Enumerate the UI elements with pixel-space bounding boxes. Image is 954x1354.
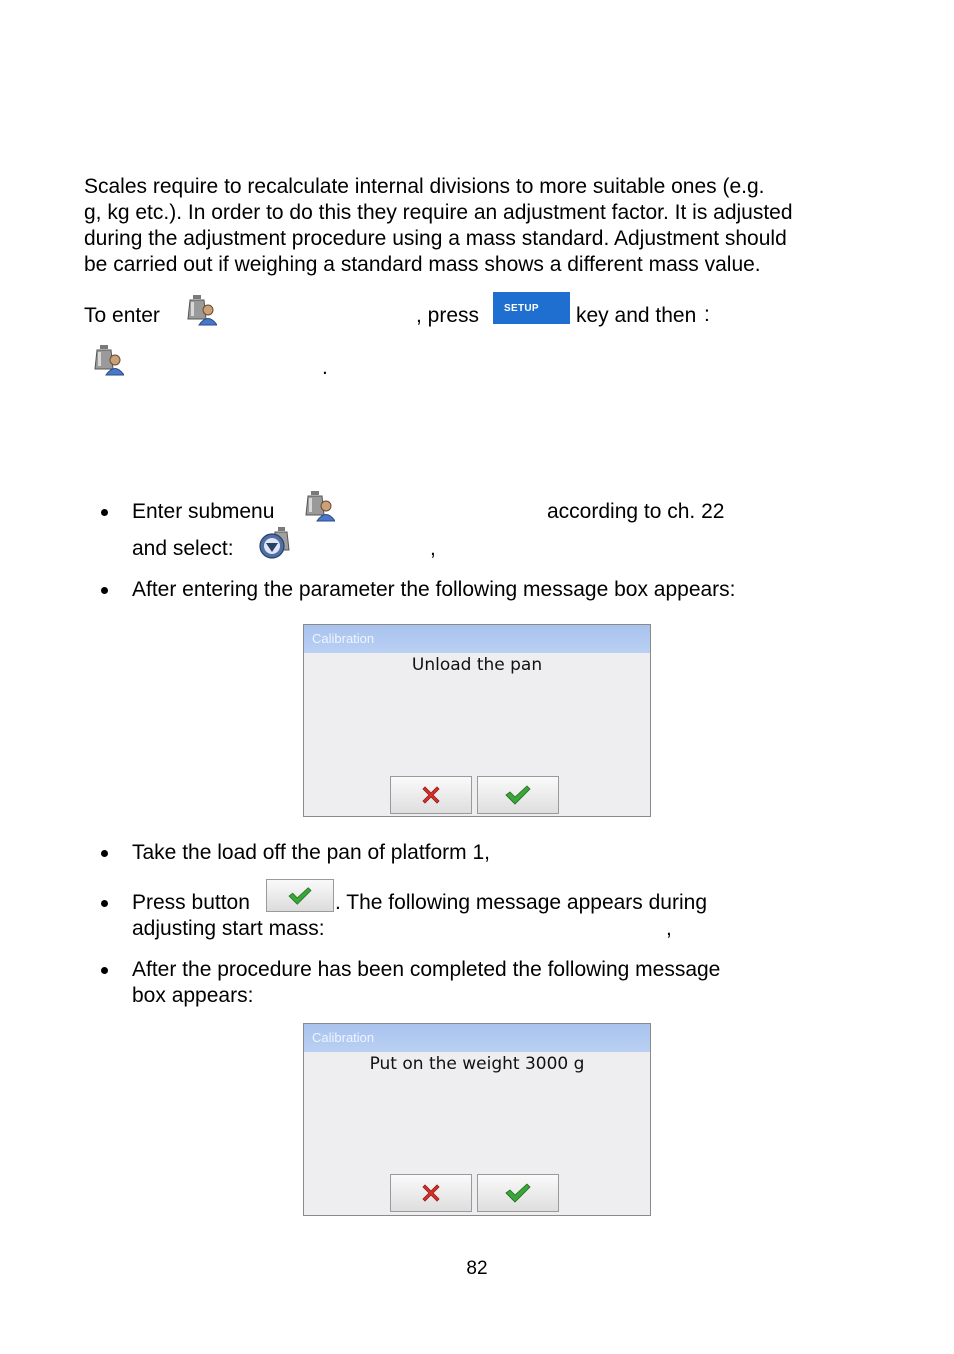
bullet-text: After the procedure has been completed the following message xyxy=(132,958,721,981)
dialog-message: Unload the pan xyxy=(411,655,543,675)
cancel-button[interactable] xyxy=(390,776,472,814)
and-select-text: and select: xyxy=(132,537,234,560)
cancel-x-icon xyxy=(419,1181,443,1205)
period-text: . xyxy=(322,356,328,379)
dialog-title: Calibration xyxy=(312,631,375,646)
intro-line: be carried out if weighing a standard mass shows a different mass value. xyxy=(84,253,761,276)
bullet-text: box appears: xyxy=(132,984,254,1007)
dialog-title-bar xyxy=(304,1024,650,1052)
bullet-text: Take the load off the pan of platform 1, xyxy=(132,841,491,864)
calibration-dialog xyxy=(303,1023,651,1216)
bullet-text: . The following message appears during xyxy=(335,891,708,914)
dialog-title-bar xyxy=(304,625,650,653)
according-text: according to ch. 22 xyxy=(547,500,725,523)
page-number: 82 xyxy=(466,1258,488,1279)
adjustment-icon xyxy=(187,292,217,326)
intro-line: g, kg etc.). In order to do this they require an adjustment factor. It is adjusted xyxy=(84,201,793,224)
intro-line: during the adjustment procedure using a mass standard. Adjustment should xyxy=(84,227,787,250)
bullet-text: After entering the parameter the following message box appears: xyxy=(132,578,736,601)
bullet-dot xyxy=(101,900,108,907)
calibration-dialog xyxy=(303,624,651,817)
intro-line: Scales require to recalculate internal divisions to more suitable ones (e.g. xyxy=(84,175,765,198)
setup-key[interactable]: SETUP xyxy=(493,292,570,324)
dialog-title: Calibration xyxy=(312,1030,375,1045)
intro-paragraph xyxy=(84,174,884,278)
press-button-text: Press button xyxy=(132,891,250,914)
key-and-then-text: key and then xyxy=(576,304,697,327)
ok-check-icon xyxy=(504,1181,532,1205)
ok-check-icon xyxy=(504,783,532,807)
bullet-text: adjusting start mass: xyxy=(132,917,325,940)
comma-text: , xyxy=(666,917,672,940)
enter-submenu-text: Enter submenu xyxy=(132,500,275,523)
weight-arrow-icon xyxy=(258,526,292,560)
cancel-button[interactable] xyxy=(390,1174,472,1212)
ok-button-inline[interactable] xyxy=(266,879,334,912)
colon-text: : xyxy=(704,303,710,326)
bullet-dot xyxy=(101,587,108,594)
bullet-dot xyxy=(101,509,108,516)
comma-text: , xyxy=(430,537,436,560)
adjustment-icon xyxy=(94,342,124,376)
ok-button[interactable] xyxy=(477,776,559,814)
to-enter-text: To enter xyxy=(84,304,160,327)
adjustment-icon xyxy=(305,488,335,522)
ok-button[interactable] xyxy=(477,1174,559,1212)
bullet-dot xyxy=(101,967,108,974)
bullet-dot xyxy=(101,850,108,857)
ok-check-icon xyxy=(287,885,313,907)
cancel-x-icon xyxy=(419,783,443,807)
press-text: , press xyxy=(416,304,480,327)
dialog-message: Put on the weight 3000 g xyxy=(369,1054,585,1074)
